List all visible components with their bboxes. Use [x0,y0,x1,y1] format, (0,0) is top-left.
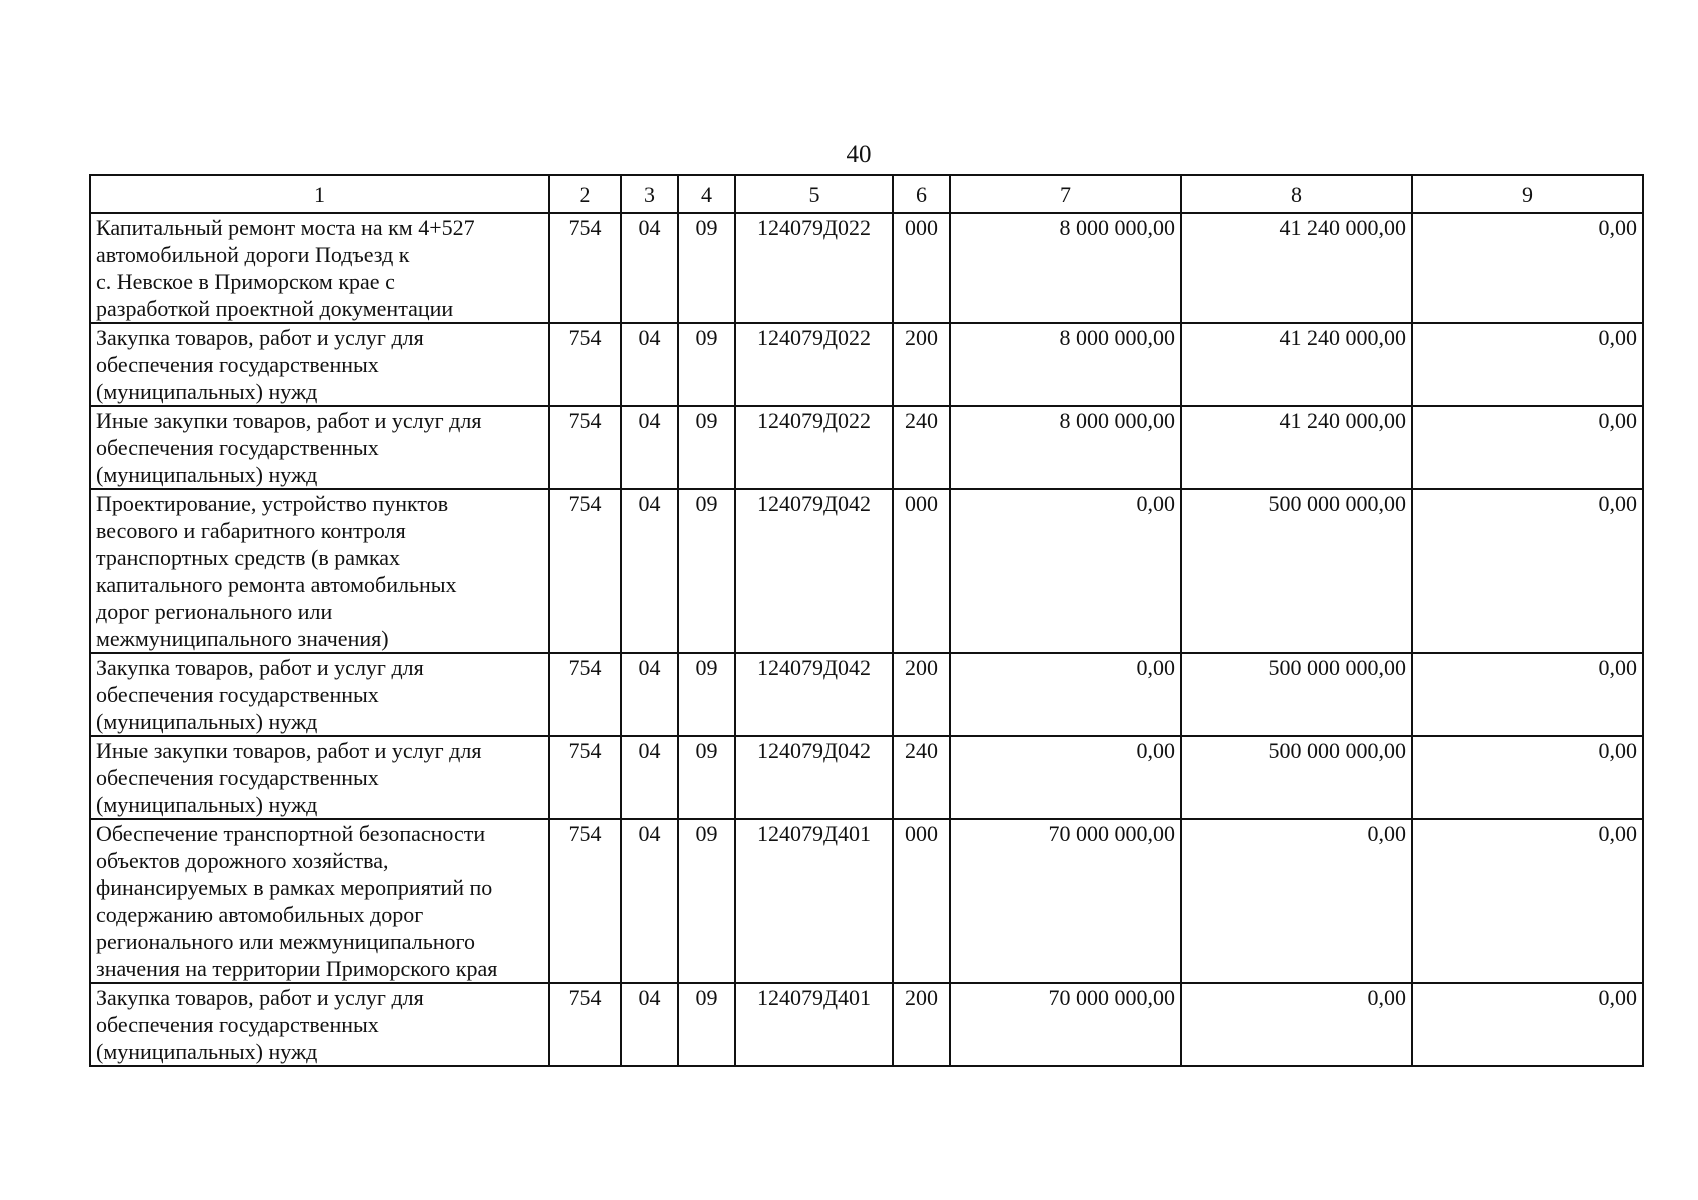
row-name: Обеспечение транспортной безопасности объектов дорожного хозяйства, финансируемых в рамках мероприятий по содержанию автомобильных дорог регионального или межмуниципального значения на территории Приморского края [96,821,498,981]
target-article-code: 124079Д042 [735,653,893,736]
amount-col8: 41 240 000,00 [1181,323,1412,406]
table-row [90,323,1643,406]
section-code: 04 [621,819,678,983]
budget-table [89,174,1644,1067]
row-name: Проектирование, устройство пунктов весового и габаритного контроля транспортных средств (в рамках капитального ремонта автомобильных дорог регионального или межмуниципального значения) [96,491,457,651]
row-name-cell [90,323,549,406]
column-header: 6 [893,175,950,213]
subsection-code: 09 [678,406,735,489]
admin-code: 754 [549,736,621,819]
row-name-cell [90,819,549,983]
row-name-cell [90,653,549,736]
row-name-cell [90,736,549,819]
table-row [90,489,1643,653]
section-code: 04 [621,213,678,323]
amount-col8: 500 000 000,00 [1181,736,1412,819]
target-article-code: 124079Д042 [735,489,893,653]
expense-type-code: 000 [893,213,950,323]
amount-col7: 8 000 000,00 [950,406,1181,489]
admin-code: 754 [549,653,621,736]
section-code: 04 [621,653,678,736]
amount-col8: 0,00 [1181,819,1412,983]
column-header: 1 [90,175,549,213]
column-header: 4 [678,175,735,213]
amount-col7: 0,00 [950,736,1181,819]
section-code: 04 [621,323,678,406]
amount-col8: 500 000 000,00 [1181,489,1412,653]
row-name-cell [90,213,549,323]
subsection-code: 09 [678,323,735,406]
amount-col9: 0,00 [1412,213,1643,323]
amount-col7: 8 000 000,00 [950,213,1181,323]
target-article-code: 124079Д022 [735,323,893,406]
amount-col8: 500 000 000,00 [1181,653,1412,736]
table-row [90,819,1643,983]
amount-col9: 0,00 [1412,406,1643,489]
section-code: 04 [621,983,678,1066]
amount-col9: 0,00 [1412,736,1643,819]
amount-col7: 0,00 [950,489,1181,653]
section-code: 04 [621,736,678,819]
table-row [90,406,1643,489]
amount-col7: 0,00 [950,653,1181,736]
amount-col9: 0,00 [1412,323,1643,406]
expense-type-code: 200 [893,983,950,1066]
table-row [90,983,1643,1066]
table-row [90,736,1643,819]
table-row [90,653,1643,736]
admin-code: 754 [549,489,621,653]
section-code: 04 [621,489,678,653]
row-name: Закупка товаров, работ и услуг для обеспечения государственных (муниципальных) нужд [96,655,424,734]
amount-col7: 70 000 000,00 [950,819,1181,983]
target-article-code: 124079Д401 [735,819,893,983]
amount-col7: 8 000 000,00 [950,323,1181,406]
subsection-code: 09 [678,736,735,819]
admin-code: 754 [549,323,621,406]
row-name: Закупка товаров, работ и услуг для обеспечения государственных (муниципальных) нужд [96,325,424,404]
row-name: Иные закупки товаров, работ и услуг для обеспечения государственных (муниципальных) нужд [96,738,482,817]
row-name: Закупка товаров, работ и услуг для обеспечения государственных (муниципальных) нужд [96,985,424,1064]
target-article-code: 124079Д042 [735,736,893,819]
column-header: 5 [735,175,893,213]
column-header: 7 [950,175,1181,213]
amount-col8: 41 240 000,00 [1181,213,1412,323]
column-header: 2 [549,175,621,213]
row-name: Иные закупки товаров, работ и услуг для обеспечения государственных (муниципальных) нужд [96,408,482,487]
section-code: 04 [621,406,678,489]
amount-col8: 41 240 000,00 [1181,406,1412,489]
table-row [90,213,1643,323]
target-article-code: 124079Д022 [735,406,893,489]
subsection-code: 09 [678,653,735,736]
expense-type-code: 240 [893,406,950,489]
subsection-code: 09 [678,983,735,1066]
header-row [90,175,1643,213]
amount-col9: 0,00 [1412,489,1643,653]
admin-code: 754 [549,983,621,1066]
page-number: 40 [846,141,872,168]
amount-col9: 0,00 [1412,983,1643,1066]
amount-col9: 0,00 [1412,653,1643,736]
row-name-cell [90,983,549,1066]
target-article-code: 124079Д401 [735,983,893,1066]
column-header: 8 [1181,175,1412,213]
amount-col9: 0,00 [1412,819,1643,983]
target-article-code: 124079Д022 [735,213,893,323]
expense-type-code: 200 [893,653,950,736]
subsection-code: 09 [678,213,735,323]
admin-code: 754 [549,406,621,489]
expense-type-code: 000 [893,489,950,653]
column-header: 3 [621,175,678,213]
admin-code: 754 [549,213,621,323]
amount-col7: 70 000 000,00 [950,983,1181,1066]
expense-type-code: 200 [893,323,950,406]
row-name: Капитальный ремонт моста на км 4+527 автомобильной дороги Подъезд к с. Невское в Приморском крае с разработкой проектной документации [96,215,475,321]
subsection-code: 09 [678,489,735,653]
subsection-code: 09 [678,819,735,983]
admin-code: 754 [549,819,621,983]
expense-type-code: 240 [893,736,950,819]
row-name-cell [90,406,549,489]
row-name-cell [90,489,549,653]
column-header: 9 [1412,175,1643,213]
expense-type-code: 000 [893,819,950,983]
amount-col8: 0,00 [1181,983,1412,1066]
